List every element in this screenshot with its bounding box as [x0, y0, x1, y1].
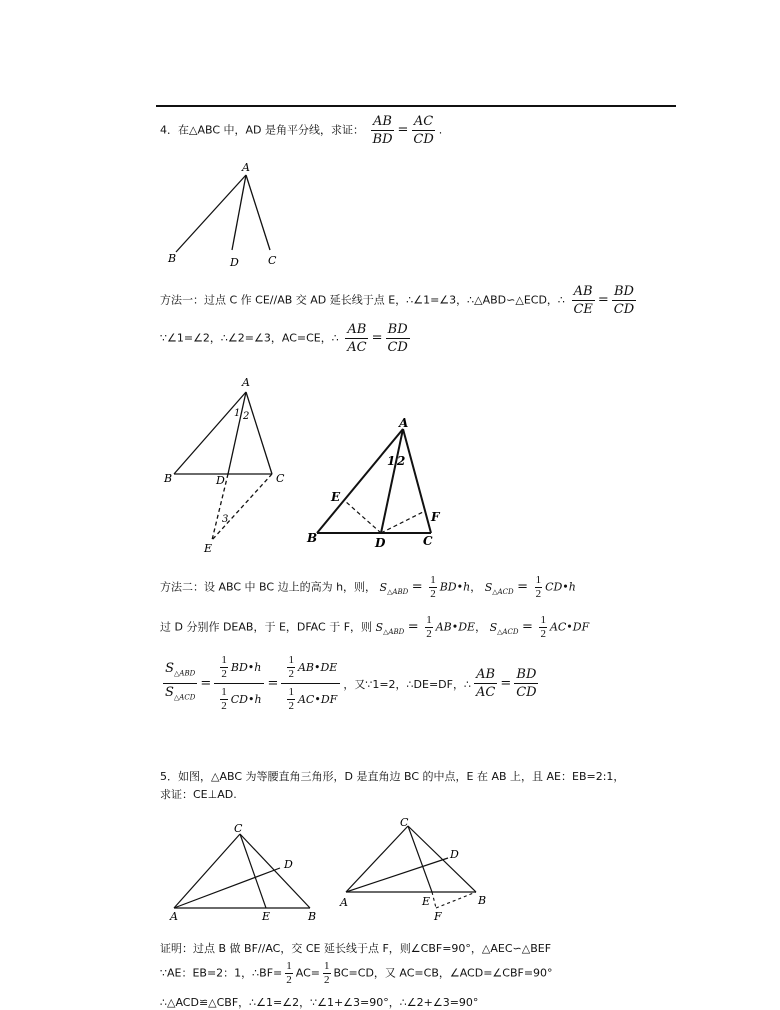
- fig5-label-A: A: [340, 896, 348, 909]
- fig4-label-B: B: [308, 910, 317, 923]
- s-abd: $S_{\triangle ABD}$: [379, 580, 409, 596]
- fig3-label-1: 1: [387, 454, 396, 468]
- fig2-label-1: 1: [234, 408, 241, 419]
- fig3-label-E: E: [331, 490, 341, 504]
- fig2-label-2: 2: [243, 411, 250, 422]
- method1-frac-bd-cd-2: $\frac{BD}{CD}$: [387, 322, 408, 355]
- fig2-label-E: E: [204, 542, 213, 555]
- proof-line1: 证明：过点 B 做 BF//AC，交 CE 延长线于点 F，则∠CBF=90°，△AEC∽△BEF: [160, 942, 552, 955]
- ratio-ab-de-ac-df: $\frac{1}{2}$ AB•DE $\frac{1}{2}$ AC•DF: [281, 652, 340, 715]
- fig1-label-A: A: [242, 161, 250, 174]
- method1-line2: ∵∠1=∠2，∴∠2=∠3，AC=CE，∴ $\frac{AB}{AC}$ = $\frac{BD}{CD}$: [160, 322, 408, 355]
- problem5-statement-line2: 求证：CE⊥AD.: [160, 788, 237, 801]
- fig4-label-C: C: [234, 822, 243, 835]
- figure-perpendiculars: [305, 415, 455, 555]
- fig3-label-A: A: [399, 416, 409, 430]
- fig3-label-2: 2: [397, 454, 406, 468]
- fig5-label-E: E: [422, 895, 431, 908]
- method2-line1: 方法二：设 ABC 中 BC 边上的高为 h，则， $S_{\triangle ABD}$ = $\frac{1}{2}$ BD•h， $S_{\triangle ACD}$ = $\frac{1}{2}$ CD•h: [160, 574, 576, 600]
- figure-isosceles-right: [162, 822, 332, 922]
- method1-line1: 方法一：过点 C 作 CE//AB 交 AD 延长线于点 E，∴∠1=∠3，∴△ABD∽△ECD，∴ $\frac{AB}{CE}$ = $\frac{BD}{CD}$: [160, 284, 635, 317]
- fig4-label-E: E: [262, 910, 271, 923]
- fig4-label-A: A: [170, 910, 178, 923]
- method2-line2: 过 D 分别作 DEAB，于 E，DFAC 于 F，则 $S_{\triangle ABD}$ = $\frac{1}{2}$ AB•DE， $S_{\triangle ACD}$ = $\frac{1}{2}$ AC•DF: [160, 614, 590, 640]
- figure-triangle-bisector: [160, 160, 290, 275]
- problem4-frac-ab-bd: $\frac{AB}{BD}$: [372, 114, 393, 147]
- fig4-label-D: D: [284, 858, 293, 871]
- problem4-text: 4．在△ABC 中，AD 是角平分线，求证：: [160, 123, 365, 137]
- method1-frac-bd-cd: $\frac{BD}{CD}$: [613, 284, 635, 317]
- figure-extended-ce: [160, 372, 310, 557]
- problem4-statement: 4．在△ABC 中，AD 是角平分线，求证： $\frac{AB}{BD}$ = $\frac{AC}{CD}$ .: [160, 114, 443, 147]
- problem4-frac-ac-cd: $\frac{AC}{CD}$: [413, 114, 434, 147]
- fig3-label-C: C: [423, 534, 433, 548]
- half-frac: $\frac{1}{2}$: [430, 574, 436, 600]
- area-ratio: $\frac{S_{\triangle ABD}}{S_{\triangle ACD}}$: [165, 661, 196, 702]
- header-rule: [156, 105, 676, 107]
- fig2-label-D: D: [216, 474, 225, 487]
- fig1-label-D: D: [230, 256, 239, 269]
- fig2-label-3: 3: [222, 514, 229, 525]
- fig5-label-B: B: [478, 894, 487, 907]
- fig3-label-B: B: [307, 531, 318, 545]
- fig5-label-D: D: [450, 848, 459, 861]
- fig2-label-B: B: [164, 472, 173, 485]
- fig2-label-A: A: [242, 376, 250, 389]
- fig5-label-C: C: [400, 816, 409, 829]
- problem5-statement-line1: 5．如图，△ABC 为等腰直角三角形，D 是直角边 BC 的中点，E 在 AB 上，且 AE：EB=2:1，: [160, 770, 625, 783]
- ratio-bd-cd-h: $\frac{1}{2}$ BD•h $\frac{1}{2}$ CD•h: [214, 652, 264, 715]
- fig1-label-C: C: [268, 254, 277, 267]
- fig2-label-C: C: [276, 472, 285, 485]
- method1-frac-ab-ac: $\frac{AB}{AC}$: [347, 322, 367, 355]
- s-acd: $S_{\triangle ACD}$: [484, 580, 514, 596]
- figure-isosceles-extended: [336, 816, 496, 921]
- fig5-label-F: F: [434, 910, 442, 923]
- proof-line2: ∵AE：EB=2：1，∴BF= $\frac{1}{2}$ AC= $\frac{1}{2}$ BC=CD，又 AC=CB，∠ACD=∠CBF=90°: [160, 960, 553, 986]
- fig3-label-D: D: [375, 536, 386, 550]
- proof-line3: ∴△ACD≌△CBF，∴∠1=∠2，∵∠1+∠3=90°，∴∠2+∠3=90°: [160, 996, 479, 1009]
- fig3-label-F: F: [431, 510, 440, 524]
- fig1-label-B: B: [168, 252, 177, 265]
- method2-line3: $\frac{S_{\triangle ABD}}{S_{\triangle ACD}}$ = $\frac{1}{2}$ BD•h $\frac{1}{2}$ CD•h = $\frac{1}{2}$ AB•DE $\frac{1}{2}$ AC•DF ，又∵1=2，∴DE=DF，∴ $\frac{AB}{AC}$ = $\frac{BD}{CD}$: [160, 652, 542, 715]
- method1-frac-ab-ce: $\frac{AB}{CE}$: [573, 284, 593, 317]
